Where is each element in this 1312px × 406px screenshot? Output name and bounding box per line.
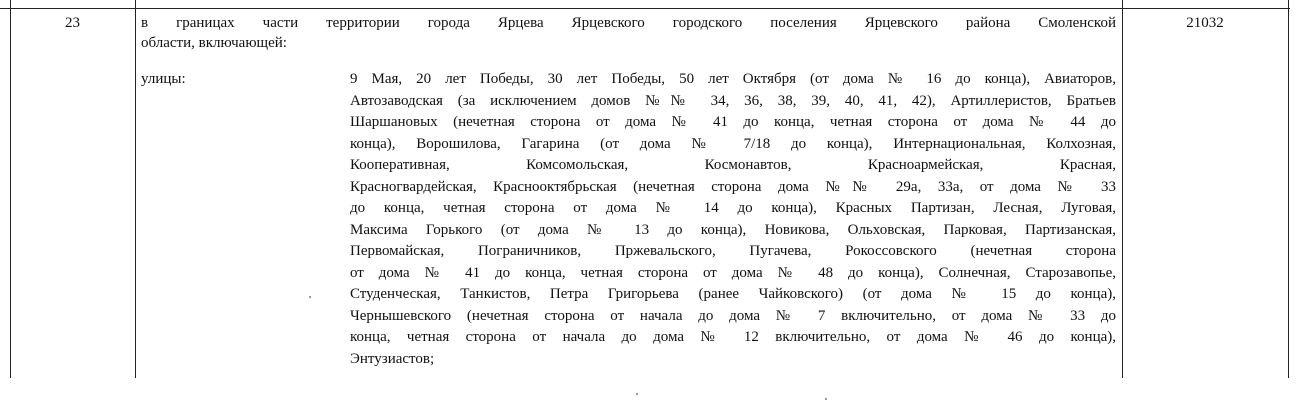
scan-speck: [309, 296, 311, 298]
streets-line: от дома № 41 до конца, четная сторона от дома № 48 до конца), Солнечная, Старозавопье,: [350, 264, 1116, 281]
streets-line: Энтузиастов;: [350, 350, 435, 367]
column-divider-code: [1122, 0, 1123, 378]
streets-list: [350, 69, 1116, 370]
streets-label: улицы:: [141, 71, 186, 87]
code-cell: 21032: [1186, 15, 1224, 31]
territory-description-line: в границах части территории города Ярцева Ярцевского городского поселения Ярцевского района Смоленской: [141, 15, 1116, 31]
streets-line: конца), Ворошилова, Гагарина (от дома № 7/18 до конца), Интернациональная, Колхозная,: [350, 135, 1116, 152]
streets-line: Максима Горького (от дома № 13 до конца), Новикова, Ольховская, Парковая, Партизанская,: [350, 221, 1116, 238]
territory-description-line: области, включающей:: [141, 35, 287, 51]
column-divider-number: [135, 0, 136, 378]
streets-line: до конца, четная сторона от дома № 14 до конца), Красных Партизан, Лесная, Луговая,: [350, 200, 1116, 216]
row-number-cell: 23: [65, 15, 80, 31]
scan-speck: [825, 398, 827, 400]
streets-line: Шаршановых (нечетная сторона от дома № 41 до конца, четная сторона от дома № 44 до: [350, 114, 1116, 130]
table-right-border: [1288, 0, 1289, 378]
streets-line: конца, четная сторона от начала до дома № 12 включительно, от дома № 46 до конца),: [350, 329, 1116, 345]
streets-line: Кооперативная, Комсомольская, Космонавтов, Красноармейская, Красная,: [350, 157, 1116, 173]
table-left-border: [10, 0, 11, 378]
territory-description: [141, 13, 1116, 53]
streets-line: Красногвардейская, Краснооктябрьская (нечетная сторона дома №№ 29а, 33а, от дома № 33: [350, 178, 1116, 195]
streets-line: Первомайская, Пограничников, Пржевальского, Пугачева, Рокоссовского (нечетная сторона: [350, 243, 1116, 259]
streets-line: 9 Мая, 20 лет Победы, 30 лет Победы, 50 лет Октября (от дома № 16 до конца), Авиаторов,: [350, 71, 1116, 87]
table-top-border: [0, 8, 1290, 9]
streets-line: Автозаводская (за исключением домов №№ 34, 36, 38, 39, 40, 41, 42), Артиллеристов, Братьев: [350, 92, 1116, 109]
scan-speck: [636, 393, 638, 395]
streets-line: Студенческая, Танкистов, Петра Григорьева (ранее Чайковского) (от дома № 15 до конца),: [350, 286, 1116, 302]
streets-line: Чернышевского (нечетная сторона от начала до дома № 7 включительно, от дома № 33 до: [350, 307, 1116, 324]
